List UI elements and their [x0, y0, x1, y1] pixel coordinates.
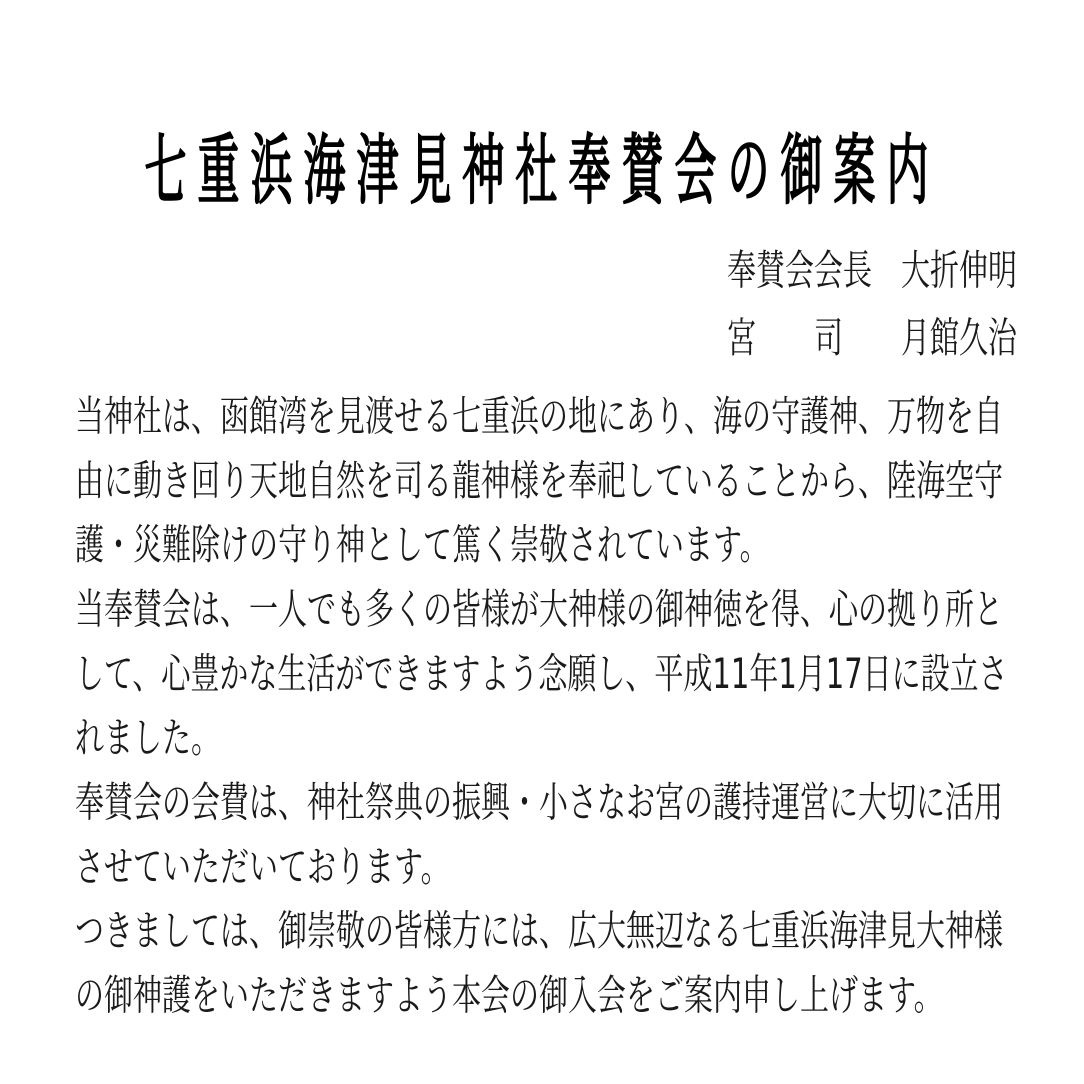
document-body	[75, 385, 1010, 1028]
officer-name: 大折伸明	[900, 245, 1017, 295]
body-line: 由に動き回り天地自然を司る龍神様を奉祀していることから、陸海空守	[75, 456, 1004, 505]
body-line: の御神護をいただきますよう本会の御入会をご案内申し上げます。	[75, 970, 943, 1020]
officer-row-chairman	[727, 237, 1017, 304]
document-title-text: 七重浜海津見神社奉賛会の御案内	[144, 125, 940, 216]
body-line: させていただいております。	[75, 842, 450, 891]
officer-name: 月館久治	[900, 313, 1017, 362]
body-line: つきましては、御崇敬の皆様方には、広大無辺なる七重浜海津見大神様	[75, 906, 1004, 956]
body-line: 当奉賛会は、一人でも多くの皆様が大神様の御神徳を得、心の拠り所と	[75, 584, 1004, 634]
document-title	[0, 0, 1084, 216]
officer-role: 宮 司	[727, 313, 844, 362]
body-line: れました。	[75, 713, 221, 763]
officer-role: 奉賛会会長	[727, 245, 873, 295]
body-line: 当神社は、函館湾を見渡せる七重浜の地にあり、海の守護神、万物を自	[75, 391, 1004, 441]
officer-row-priest	[727, 305, 1017, 372]
officers-block	[727, 237, 1017, 371]
body-line: 奉賛会の会費は、神社祭典の振興・小さなお宮の護持運営に大切に活用	[75, 777, 1004, 827]
body-line: 護・災難除けの守り神として篤く崇敬されています。	[75, 520, 769, 570]
body-line: して、心豊かな生活ができますよう念願し、平成11年1月17日に設立さ	[75, 649, 1008, 698]
